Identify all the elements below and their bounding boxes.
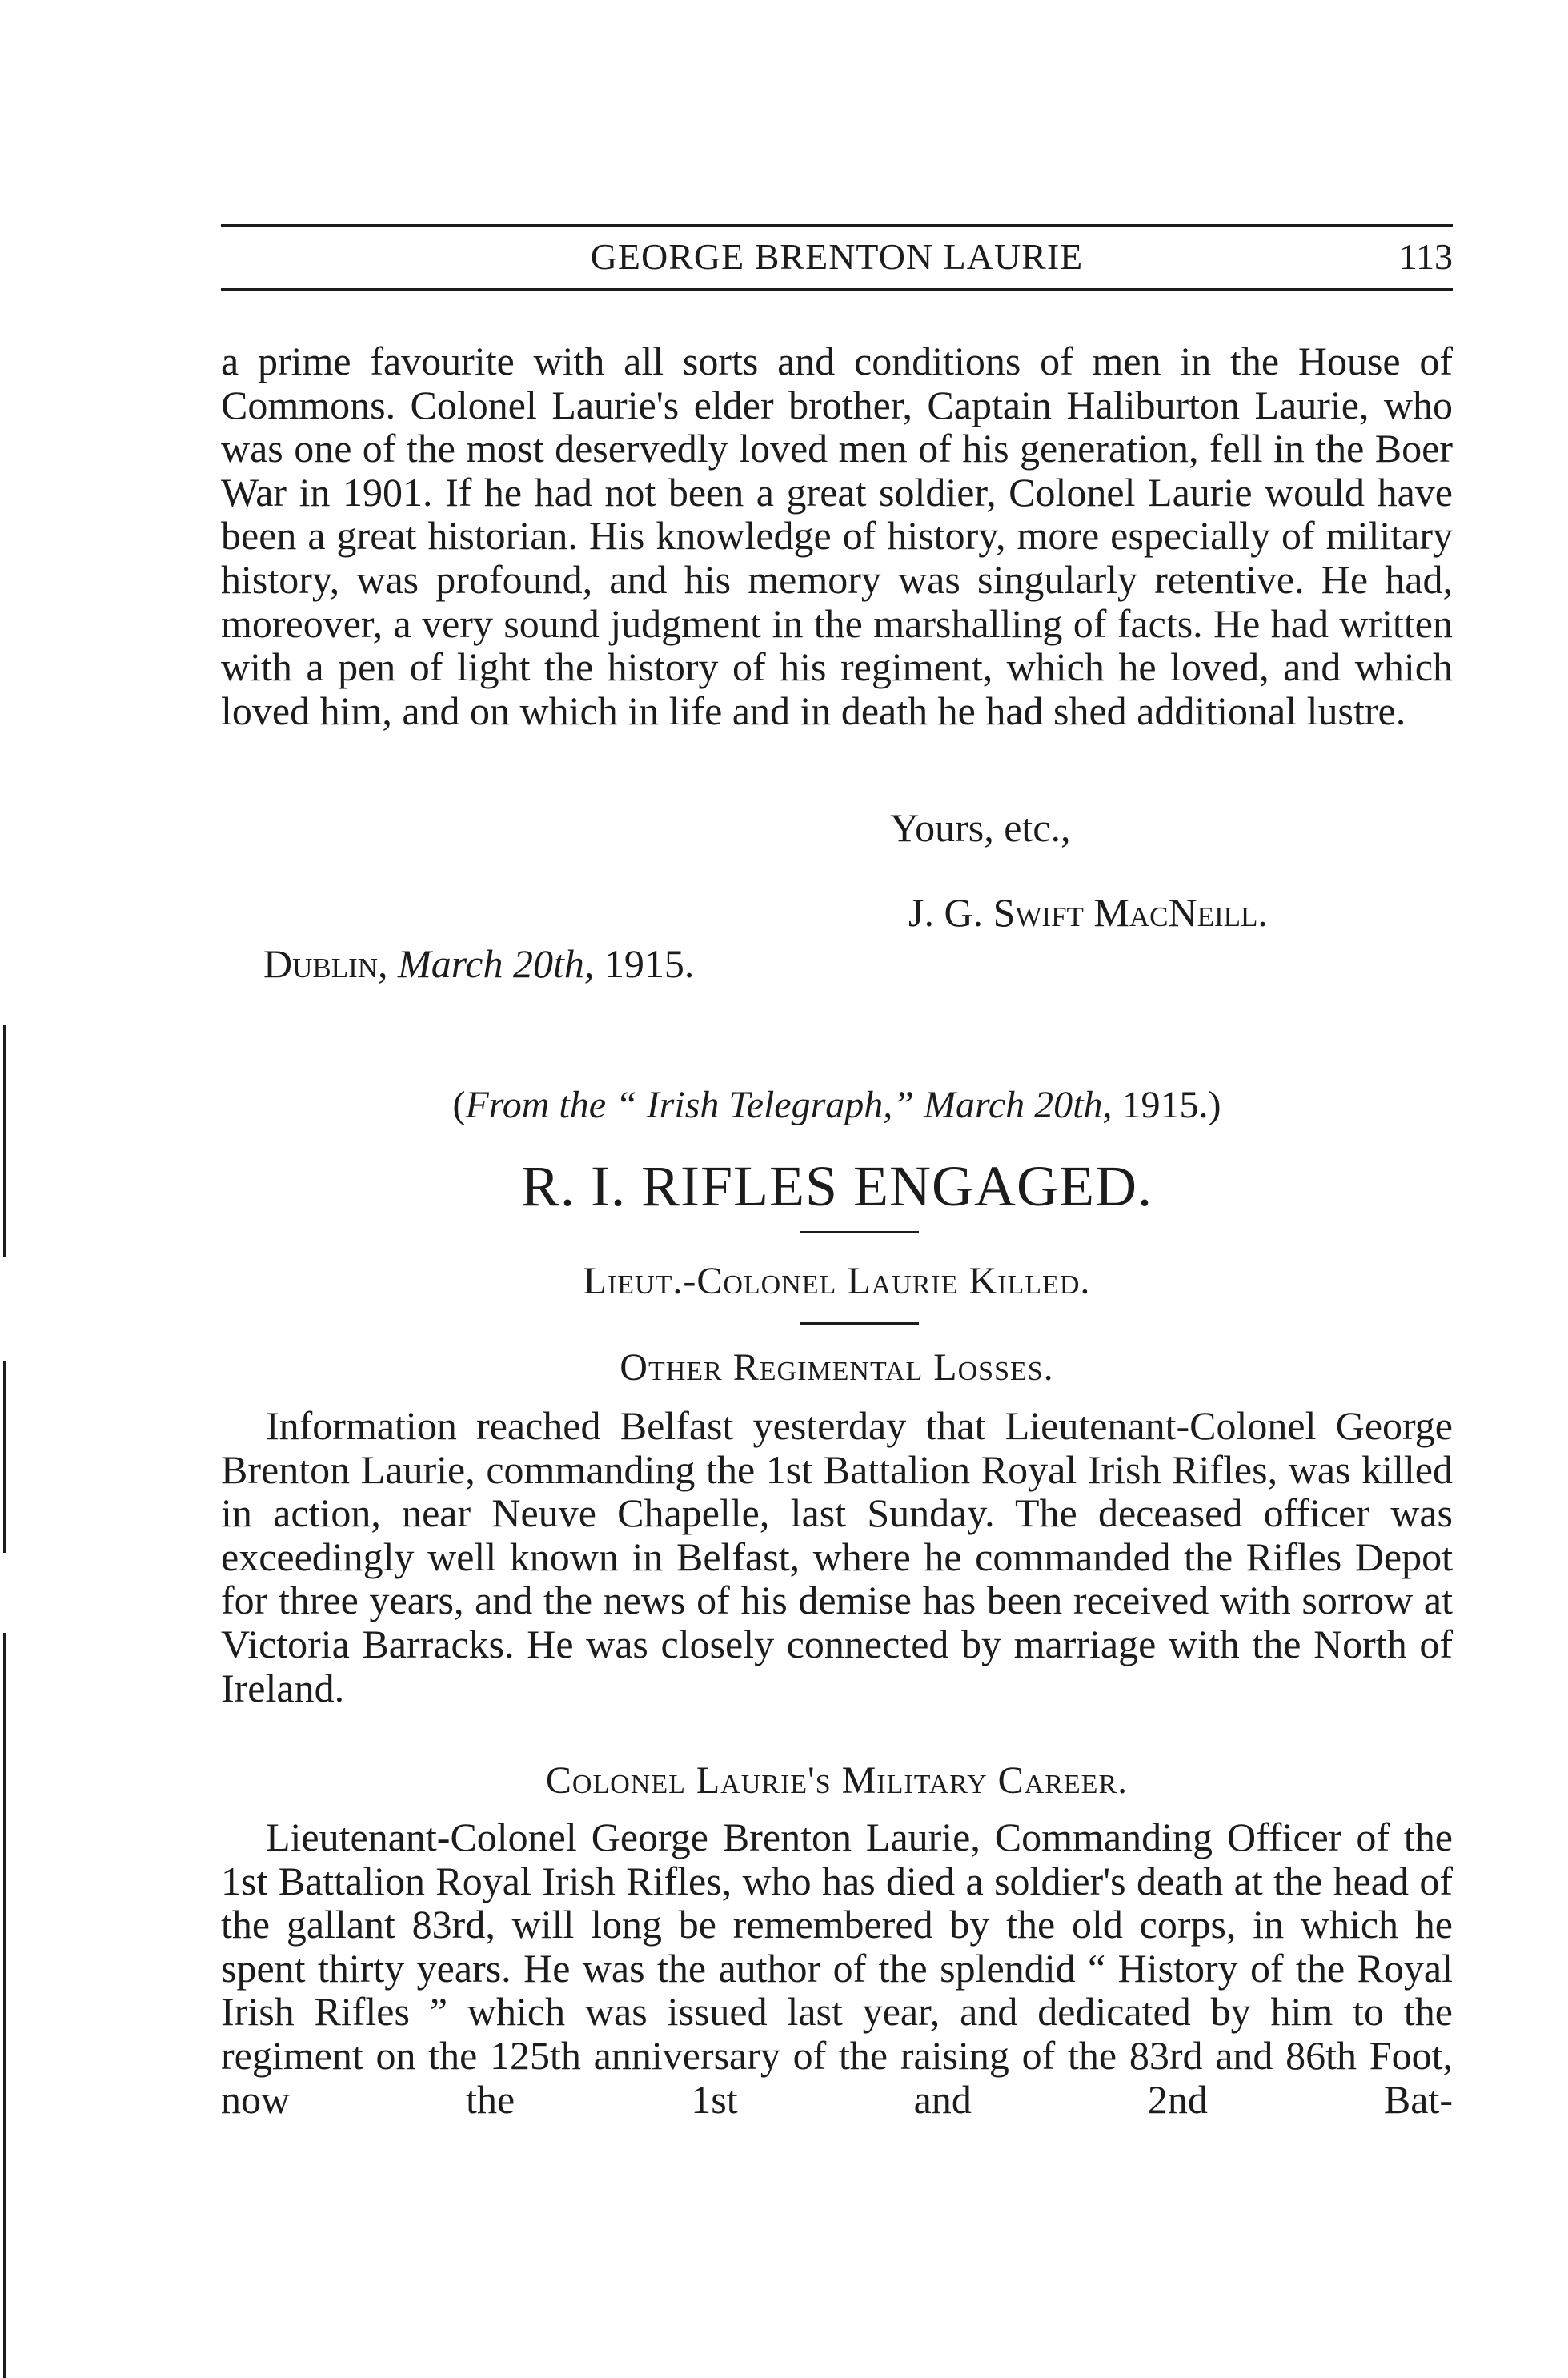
headline-rule-2 bbox=[800, 1322, 919, 1325]
header-bottom-rule bbox=[221, 288, 1453, 291]
headline-rule-1 bbox=[800, 1231, 919, 1233]
article-paragraph-2: Lieutenant-Colonel George Brenton Laurie, Commanding Officer of the 1st Battalion Royal Irish Rifles, who has died a soldier's death at the head of the gallant 83rd, will long be remembered by the old corps, in which he spent thirty years. He was the author of the splendid “ History of the Royal Irish Rifles ” which was issued last year, and dedicated by him to the regiment on the 125th anniversary of the raising of the 83rd and 86th Foot, now the 1st and 2nd Bat- bbox=[221, 1815, 1453, 2122]
source-from: From the bbox=[465, 1084, 606, 1126]
section-heading-career: Colonel Laurie's Military Career. bbox=[545, 1759, 1129, 1802]
article-paragraph-1: Information reached Belfast yesterday that Lieutenant-Colonel George Brenton Laurie, commanding the 1st Battalion Royal Irish Rifles, was killed in action, near Neuve Chapelle, last Sunday. The deceased officer was exceedingly well known in Belfast, where he commanded the Rifles Depot for three years, and the news of his demise has been received with sorrow at Victoria Barracks. He was closely connected by marriage with the North of Ireland. bbox=[221, 1403, 1453, 1710]
page-number: 113 bbox=[1398, 236, 1453, 277]
letter-dateline bbox=[263, 941, 694, 986]
scan-margin-line bbox=[3, 1633, 6, 2378]
article-subhead-killed: Lieut.-Colonel Laurie Killed. bbox=[583, 1260, 1091, 1302]
header-top-rule bbox=[221, 224, 1453, 227]
scan-margin-line bbox=[3, 1025, 6, 1257]
source-paper: “ Irish Telegraph,” bbox=[616, 1084, 914, 1126]
scan-margin-line bbox=[3, 1361, 6, 1553]
letter-signature: J. G. Swift MacNeill. bbox=[908, 890, 1268, 935]
article-subhead-losses: Other Regimental Losses. bbox=[620, 1346, 1054, 1389]
source-open-paren: ( bbox=[452, 1084, 466, 1126]
letter-paragraph: a prime favourite with all sorts and conditions of men in the House of Commons. Colonel Laurie's elder brother, Captain Haliburton Laurie, who was one of the most deservedly loved men of his generation, fell in the Boer War in 1901. If he had not been a great soldier, Colonel Laurie would have been a great historian. His knowledge of history, more especially of military history, was profound, and his memory was singularly retentive. He had, moreover, a very sound judgment in the marshalling of facts. He had written with a pen of light the history of his regiment, which he loved, and which loved him, and on which in life and in death he had shed additional lustre. bbox=[221, 339, 1453, 733]
dateline-place: Dublin, bbox=[263, 941, 388, 986]
article-source bbox=[221, 1082, 1453, 1129]
letter-closing: Yours, etc., bbox=[890, 805, 1071, 850]
source-year: 1915.) bbox=[1121, 1084, 1221, 1126]
dateline-year: 1915. bbox=[604, 941, 695, 986]
source-date: March 20th, bbox=[923, 1084, 1113, 1126]
article-headline: R. I. RIFLES ENGAGED. bbox=[521, 1154, 1153, 1218]
running-head-title: GEORGE BRENTON LAURIE bbox=[590, 236, 1084, 277]
dateline-date: March 20th, bbox=[398, 941, 595, 986]
